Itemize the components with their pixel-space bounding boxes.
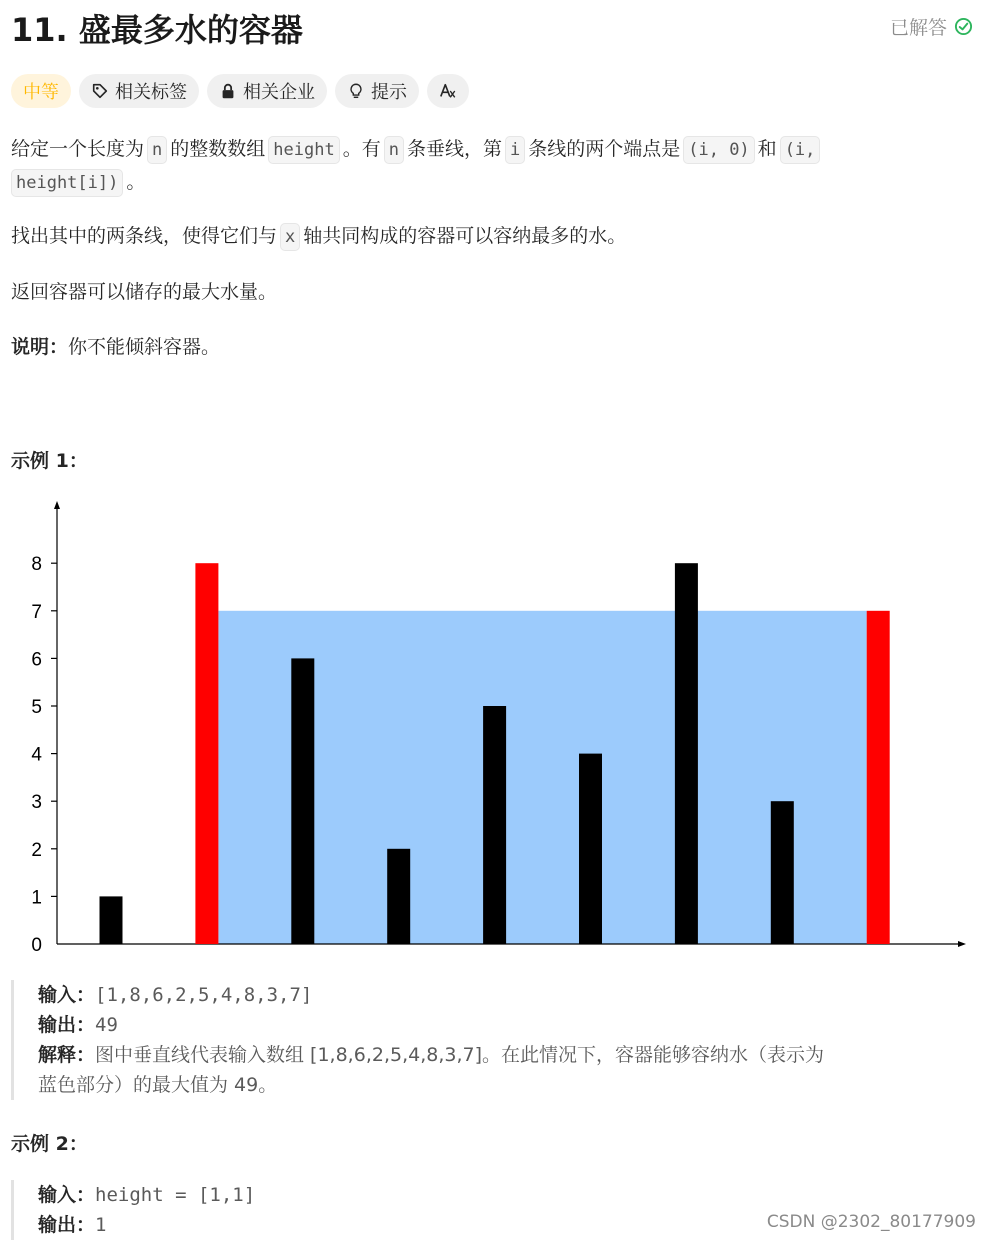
height-bar	[579, 754, 602, 944]
example-2-block	[11, 1180, 255, 1240]
x-axis-arrow	[958, 941, 966, 947]
inline-code: height	[268, 136, 339, 164]
description-paragraph-2	[11, 220, 626, 253]
inline-code: (i,	[780, 136, 821, 164]
height-bar	[483, 706, 506, 944]
example-1-explanation-cont: 蓝色部分）的最大值为 49。	[38, 1074, 278, 1096]
solved-label: 已解答	[889, 17, 947, 39]
container-wall-bar	[867, 611, 890, 944]
inline-code: height[i])	[11, 169, 123, 197]
input-value: height = [1,1]	[95, 1184, 256, 1206]
text-segment: 条垂线，第	[406, 138, 502, 160]
difficulty-badge	[11, 74, 71, 108]
example-1-explanation	[38, 1040, 824, 1070]
text-segment: 条线的两个端点是	[528, 138, 681, 160]
description-paragraph-1	[11, 133, 823, 166]
y-tick-label: 6	[31, 649, 42, 671]
explain-line-1: 图中垂直线代表输入数组 [1,8,6,2,5,4,8,3,7]。在此情况下，容器能够容纳水（表示为	[95, 1044, 824, 1066]
example-1-output	[38, 1010, 824, 1040]
hint-label: 提示	[371, 82, 407, 103]
check-circle-icon	[954, 17, 973, 36]
y-tick-label: 3	[31, 792, 42, 814]
height-bar	[291, 658, 314, 944]
y-tick-label: 1	[31, 887, 42, 909]
solved-status	[890, 13, 973, 40]
text-segment: 轴共同构成的容器可以容纳最多的水。	[303, 225, 627, 247]
output-value: 49	[95, 1014, 118, 1036]
output-label: 输出：	[38, 1014, 96, 1036]
note-paragraph	[11, 331, 220, 364]
example-2-heading: 示例 2：	[11, 1133, 88, 1155]
hint-button[interactable]	[335, 74, 419, 108]
input-value: [1,8,6,2,5,4,8,3,7]	[95, 984, 313, 1006]
explain-label: 解释：	[38, 1044, 96, 1066]
text-segment: 给定一个长度为	[11, 138, 145, 160]
text-segment: 和	[757, 138, 777, 160]
description-paragraph-1-cont	[11, 166, 145, 199]
container-wall-bar	[195, 563, 218, 944]
input-label: 输入：	[38, 1184, 96, 1206]
related-companies-label: 相关企业	[243, 82, 315, 103]
related-companies-button[interactable]	[207, 74, 327, 108]
height-bar	[100, 896, 123, 944]
related-tags-button[interactable]	[79, 74, 199, 108]
y-tick-label: 8	[31, 554, 42, 576]
inline-code: n	[384, 136, 404, 164]
y-tick-label: 7	[31, 601, 42, 623]
example-2-output	[38, 1210, 255, 1240]
input-label: 输入：	[38, 984, 96, 1006]
output-label: 输出：	[38, 1214, 96, 1236]
watermark: CSDN @2302_80177909	[766, 1212, 976, 1232]
text-segment: 找出其中的两条线，使得它们与	[11, 225, 278, 247]
output-value: 1	[95, 1214, 107, 1236]
translate-button[interactable]	[427, 74, 469, 108]
note-label: 说明：	[11, 336, 69, 358]
example-1-block	[11, 980, 824, 1100]
inline-code: (i, 0)	[683, 136, 754, 164]
translate-icon	[439, 82, 457, 100]
inline-code: n	[147, 136, 167, 164]
note-text: 你不能倾斜容器。	[68, 336, 221, 358]
tag-icon	[91, 82, 109, 100]
inline-code: i	[505, 136, 525, 164]
y-axis-arrow	[54, 501, 60, 509]
water-area	[218, 611, 866, 944]
example-1-heading: 示例 1：	[11, 450, 88, 472]
text-segment: 。	[126, 171, 146, 193]
related-tags-label: 相关标签	[115, 82, 187, 103]
y-tick-label: 4	[31, 744, 42, 766]
height-bar	[771, 801, 794, 944]
container-water-chart	[0, 495, 991, 955]
difficulty-label: 中等	[23, 82, 59, 103]
tag-bar	[11, 74, 469, 108]
problem-title: 11. 盛最多水的容器	[11, 11, 303, 49]
text-segment: 。有	[342, 138, 381, 160]
lock-icon	[219, 82, 237, 100]
text-segment: 的整数数组	[170, 138, 266, 160]
example-2-input	[38, 1180, 255, 1210]
inline-code: x	[280, 223, 300, 251]
lightbulb-icon	[347, 82, 365, 100]
y-tick-label: 0	[31, 935, 42, 955]
example-1-input	[38, 980, 824, 1010]
y-tick-label: 5	[31, 697, 42, 718]
height-bar	[675, 563, 698, 944]
y-tick-label: 2	[31, 839, 42, 861]
height-bar	[387, 849, 410, 944]
description-paragraph-3: 返回容器可以储存的最大水量。	[11, 281, 278, 303]
